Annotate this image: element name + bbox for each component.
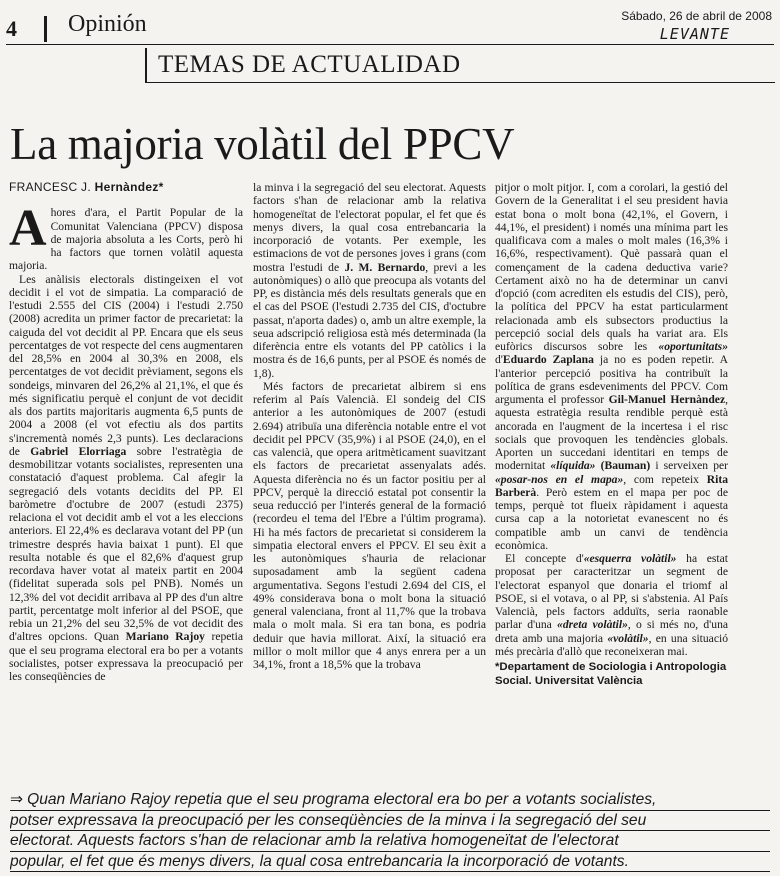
paragraph-text: repetia que el seu programa electoral era bo per a votants socialistes, potser expressava la preocupació per les conseqüències de — [9, 630, 244, 683]
article-headline: La majoria volàtil del PPCV — [10, 119, 515, 169]
page-number: 4 — [6, 16, 17, 41]
byline-last-name: Hernàndez* — [94, 180, 164, 194]
article-column-3 — [495, 181, 728, 688]
paragraph-text: El concepte d' — [505, 552, 584, 565]
section-rule — [145, 82, 775, 83]
pull-quote-line: popular, el fet que és menys divers, la qual cosa entrebancaria la incorporació de votants. — [10, 852, 770, 873]
quoted-term: «líquida» — [550, 459, 596, 473]
arrow-icon: ⇒ — [10, 791, 24, 808]
paragraph-text: i serveixen per — [655, 459, 729, 473]
person-name: Mariano Rajoy — [125, 630, 205, 644]
article-paragraph — [9, 273, 243, 684]
article-paragraph — [9, 200, 243, 273]
author-affiliation: *Departament de Sociologia i Antropologia Social. Universitat València — [495, 661, 727, 687]
paragraph-text: ha estat proposat per caracteritzar un segment de l'electorat espanyol que donaria el triomf al PSOE, si el votava, o al PP, si s'abstenia. Al País Valencià, pels factors adduïts, seria raonable parlar d'una — [495, 552, 728, 632]
pull-quote — [10, 790, 770, 872]
paragraph-text: la minva i la segregació del seu electorat. Aquests factors s'han de relacionar amb la relativa homogeneïtat de l'electorat popular, el fet que és menys divers, la qual cosa entrebancaria la incorporació de votants. Per exemple, les estimacions de vot de persones joves i grans (com mostra l'estudi de — [253, 181, 486, 274]
publication-date: Sábado, 26 de abril de 2008 — [621, 9, 772, 23]
pull-quote-line: electorat. Aquests factors s'han de relacionar amb la relativa homogeneïtat de l'electorat — [10, 831, 770, 852]
byline — [9, 181, 243, 194]
person-name: J. M. Bernardo — [344, 260, 426, 274]
quoted-term: «oportunitats» — [658, 340, 728, 353]
article-column-1 — [9, 181, 243, 683]
header-divider — [44, 16, 47, 42]
header-rule — [6, 44, 774, 45]
quoted-term: «dreta volàtil» — [557, 618, 628, 632]
article-column-2 — [253, 181, 486, 671]
article-paragraph — [253, 181, 486, 380]
article-paragraph: Més factors de precarietat albirem si ens referim al País Valencià. El sondeig del CIS anterior a les autonòmiques de 2007 (estudi 2.694) atribuïa una diferència notable entre el vot decidit pel PPCV (35,9%) i al PSOE (24,0), en el cas valencià, que opera aritmèticament suavitzant els factors de precarietat assenyalats adés. Aquesta diferència no és un factor positiu per al PPCV, perquè la direcció estatal pot consentir la seua reducció per l'interés general de la formació (recordeu el tema del l'Ebre a l'últim programa). Hi ha més factors de precarietat si considerem la simpatia electoral envers el PPCV. El seu èxit a les autonòmiques s'hauria de relacionar suposadament amb la següent cadena argumentativa. Segons l'estudi 2.694 del CIS, el 49% considerava bona o molt bona la situació general valenciana, front al 11,7% que la trobava mala o molt mala. Si era tan bona, es podria deduir que havia millorat. Així, la situació era millor o molt millor que 4 anys enrera per a un 34,1%, front a 18,5% que la trobava — [253, 379, 486, 671]
paragraph-text: ja no es poden repetir. A l'anterior percepció positiva ha contribuït la política de grans esdeveniments del PPCV. Com argumenta el professor — [495, 353, 728, 406]
person-name: Gabriel Elorriaga — [30, 444, 127, 458]
paragraph-text: , aquesta estratègia resulta rendible perquè està ancorada en l'augment de la incertesa i el risc socials que provoquen les tendències globals. Aporten un succedani identitari en temps de modernitat — [495, 393, 728, 473]
paragraph-text: pitjor o molt pitjor. I, com a corolari, la gestió del Govern de la Generalitat i el seu president havia estat bona o molt bona (42,1%, el Govern, i 44,1%, el president) i només una mínima part les qualificava com a males o molt males (16,3% i 16,6%, respectivament). Què passarà quan el començament de la cadena deductiva varie? Certament això no ha de determinar un canvi d'opció (com acrediten els estudis del CIS), però, la política del PPCV ha estat particularment relacionada amb els subsectors productius la percepció social dels quals ha variat ara. Els eufòrics discursos sobre les — [495, 181, 728, 353]
pull-quote-line: potser expressava la preocupació per les conseqüències de la minva i la segregació del seu — [10, 811, 770, 832]
newspaper-logo: LEVANTE — [659, 25, 730, 43]
article-paragraph — [495, 552, 728, 658]
article-paragraph — [495, 181, 728, 552]
person-name: Gil-Manuel Hernàndez — [608, 393, 726, 406]
person-name: Rita Barberà — [495, 472, 728, 499]
quoted-term: «posar-nos en el mapa» — [495, 472, 624, 486]
quoted-term: «volàtil» — [607, 631, 649, 645]
quoted-term: «esquerra volàtil» — [583, 552, 677, 565]
paragraph-text: . Però estem en el mapa per poc de temps, perquè tot flueix ràpidament i aquesta cursa cap a la notorietat evanescent no és compatible amb un canvi de tendència econòmica. — [495, 485, 728, 552]
paragraph-text: Les anàlisis electorals distingeixen el vot decidit i el vot de simpatia. La comparació de l'estudi 2.555 del CIS (2004) i l'estudi 2.750 (2008) acredita un primer factor de precarietat: la caiguda del vot decidit al PP. Encara que els seus percentatges de vot respecte del cens augmentaren del 28,5% en 2004 al 30,3% en 2008, els percentatges de vot decidit prèviament, segons els sondeigs, minvaren del 26,2% al 21,1%, el que és més significatiu perquè el conjunt de vot decidit als dos partits majoritaris augmenta 6,5 punts de 2004 a 2008 (el vot efectiu als dos partits s'incrementà només 2,3 punts). Les declaracions de — [9, 272, 243, 458]
byline-first-name: FRANCESC J. — [9, 180, 91, 194]
paragraph-text: hores d'ara, el Partit Popular de la Comunitat Valenciana (PPCV) disposa de majoria absoluta a les Corts, però hi ha factors que tornen volàtil aquesta majoria. — [9, 206, 243, 273]
paragraph-text: , en una situació més precària d'allò que reconeixeran mai. — [495, 631, 728, 658]
paragraph-text: d' — [495, 353, 503, 367]
paragraph-text: , o si més no, d'una dreta amb una majoria — [495, 618, 729, 645]
drop-cap: A — [9, 200, 47, 258]
pull-quote-line: ⇒ Quan Mariano Rajoy repetia que el seu programa electoral era bo per a votants socialistes, — [10, 790, 770, 811]
paragraph-text: , previ a les autonòmiques) o allò que preocupa als votants del PP, es distància més dels resultats generals que en el cas del PSOE (l'estudi 2.735 del CIS, d'octubre passat, n'aporta dades) o, amb un altre exemple, la seua adscripció religiosa està més determinada (la diferència entre els votants del PP catòlics i la mostra és de 16,6 punts, per al PSOE és només de 1,8). — [253, 260, 486, 380]
person-name: (Bauman) — [600, 459, 651, 473]
section-subtitle: TEMAS DE ACTUALIDAD — [158, 51, 461, 78]
section-name: Opinión — [68, 11, 147, 37]
paragraph-text: , com repeteix — [623, 472, 699, 486]
person-name: Eduardo Zaplana — [502, 353, 594, 367]
section-bar — [145, 48, 147, 82]
paragraph-text: sobre l'estratègia de desmobilitzar votants socialistes, representen una constatació d'aquest problema. Cal afegir la segregació dels votants decidits del PP. El baròmetre d'octubre de 2007 (estudi 2375) relaciona el vot decidit amb el vot a les eleccions anteriors. El 22,4% es declarava votant del PP (un trimestre després havia baixat 1 punt). El que resulta notable és que el 82,6% d'aquest grup recordava haver votat al mateix partit en 2004 (fidelitat superada sols pel PNB). Només un 12,3% del vot decidit arribava al PP des d'un altre partit, percentatge molt inferior al del PSOE, que rebia un 21,2% del seu 32,5% de vot decidit des d'altres opcions. Quan — [9, 444, 243, 644]
